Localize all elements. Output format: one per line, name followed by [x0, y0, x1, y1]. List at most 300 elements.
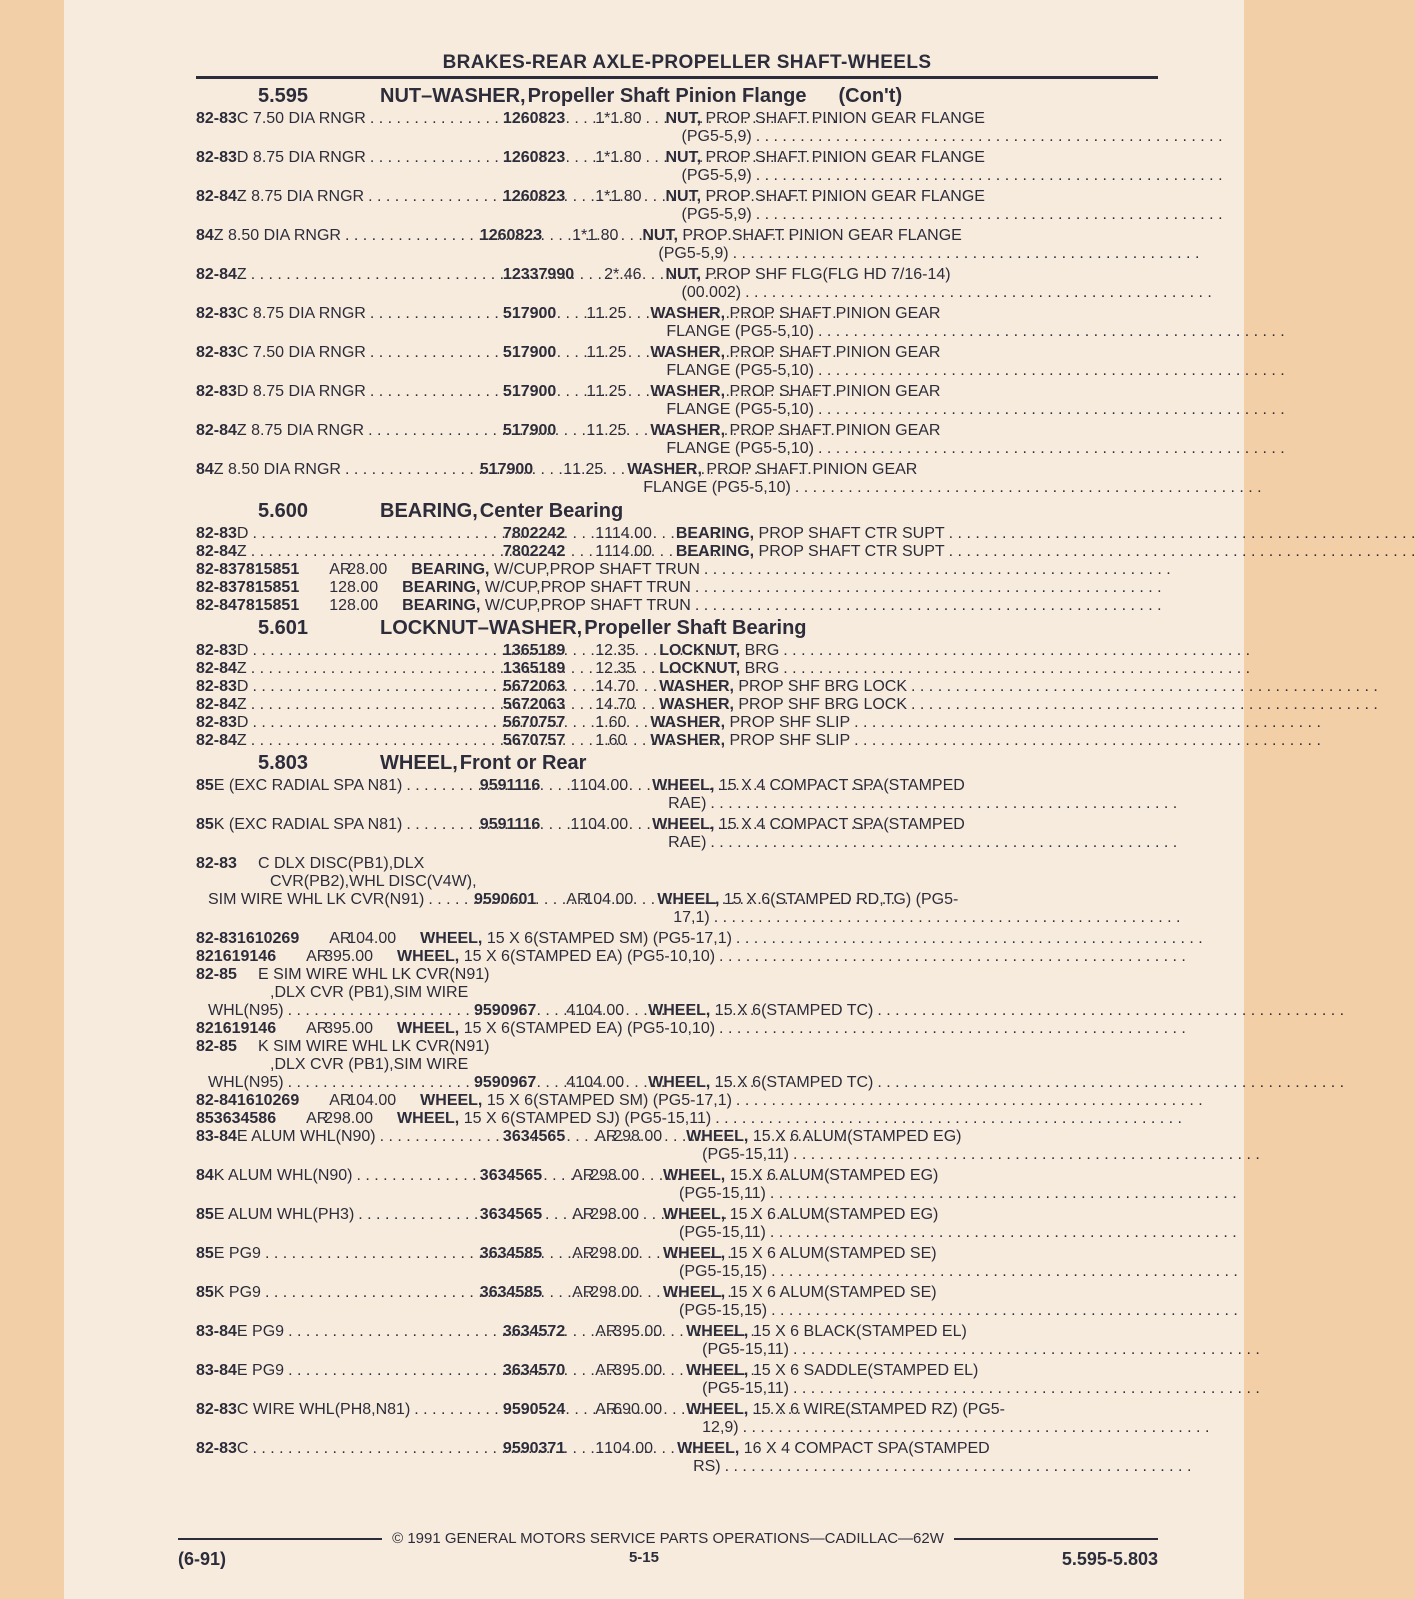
description: [642, 227, 1199, 263]
part-number: 1260823: [502, 188, 566, 205]
price: *1.80: [604, 110, 642, 127]
leader-dots: [752, 167, 1223, 185]
description: [402, 579, 1161, 597]
description-line: [657, 891, 1180, 909]
description-text: 15 X 6(STAMPED EA) (PG5-10,10): [459, 948, 716, 965]
description: [397, 948, 1186, 966]
description-noun: WHEEL,: [420, 930, 483, 947]
part-number: 3634572: [502, 1323, 566, 1340]
section-title: LOCKNUT–WASHER,: [380, 617, 583, 639]
model-years: 85: [196, 1206, 214, 1223]
description-noun: WASHER,: [650, 305, 726, 322]
part-number: 1619146: [213, 948, 277, 965]
description-text: FLANGE (PG5-5,10): [666, 362, 814, 379]
model-years: 82-84: [196, 696, 237, 713]
part-number: 9590601: [474, 891, 537, 908]
part-number: 3634585: [479, 1245, 543, 1262]
leader-dots: [766, 1185, 1237, 1203]
description: [676, 525, 1415, 543]
application-text: E PG9: [213, 1245, 261, 1262]
application-text: CVR(PB2),WHL DISC(V4W),: [270, 873, 477, 890]
model-years: 85: [196, 777, 214, 794]
model-years: 82-84: [196, 266, 237, 283]
application-text: C 8.75 DIA RNGR: [236, 305, 366, 322]
description-line-2: [666, 128, 1223, 146]
section-range: 5.595-5.803: [1061, 1549, 1158, 1569]
model-years: 82-85: [196, 1038, 237, 1055]
quantity: AR: [572, 1206, 595, 1223]
application: [258, 1038, 524, 1056]
description-line: [666, 110, 1223, 128]
model-years: 82: [196, 1020, 214, 1037]
leader-dots: [741, 284, 1212, 302]
description-text: (PG5-5,9): [681, 206, 752, 223]
quantity: AR: [329, 561, 352, 578]
part-number: 1365189: [502, 642, 566, 659]
quantity: 1: [595, 110, 605, 127]
model-years: 82-83: [196, 110, 237, 127]
price: 1.25: [595, 383, 627, 400]
parts-row: [196, 305, 1158, 341]
parts-row: [196, 930, 1158, 948]
description: [666, 110, 1223, 146]
leader-dots: [779, 642, 1250, 660]
price: 298.00: [590, 1206, 640, 1223]
application: [237, 344, 503, 380]
description-noun: WHEEL,: [663, 1167, 726, 1184]
description-text: FLANGE (PG5-5,10): [666, 323, 814, 340]
model-years: 85: [196, 816, 214, 833]
application: [258, 873, 536, 891]
description-text: RS): [693, 1458, 721, 1475]
parts-row: [196, 1245, 1158, 1281]
part-number: 9590967: [474, 1074, 537, 1091]
description-line: [420, 930, 1203, 948]
description: [663, 1245, 1238, 1281]
parts-sections: [196, 85, 1158, 1476]
description-line: [676, 543, 1415, 561]
application: [214, 777, 480, 813]
description-line: [650, 714, 1321, 732]
application: [214, 227, 480, 263]
description-line: [650, 305, 1284, 323]
description-text: PROP SHF SLIP: [725, 732, 851, 749]
description-text: FLANGE (PG5-5,10): [666, 440, 814, 457]
description-line-2: [666, 206, 1223, 224]
copyright-text: © 1991 GENERAL MOTORS SERVICE PARTS OPERATIONS—CADILLAC—62W: [392, 1530, 944, 1547]
parts-row: [196, 732, 1158, 750]
quantity: 1: [595, 543, 605, 560]
description-text: 15 X 6(STAMPED SM) (PG5-17,1): [482, 930, 732, 947]
section-number: 5.600: [258, 500, 309, 522]
description-text: (PG5-15,15): [679, 1302, 768, 1319]
description-noun: WHEEL,: [420, 1092, 483, 1109]
description: [677, 1440, 1191, 1476]
description-line: [666, 188, 1223, 206]
description-line-2: [650, 362, 1284, 380]
quantity: AR: [566, 891, 589, 908]
parts-row: [196, 777, 1158, 813]
application-text: ,DLX CVR (PB1),SIM WIRE: [270, 1056, 469, 1073]
description-noun: WASHER,: [650, 422, 726, 439]
description-noun: WASHER,: [650, 732, 726, 749]
application: [237, 305, 503, 341]
description-line-2: [686, 1380, 1260, 1398]
part-number: 1365189: [502, 660, 566, 677]
parts-row: [196, 266, 1158, 302]
part-number: 5670757: [502, 714, 566, 731]
model-years: 82-83: [196, 642, 237, 659]
leader-dots: [779, 660, 1250, 678]
description-noun: WHEEL,: [652, 777, 715, 794]
description: [659, 696, 1378, 714]
application: [196, 1074, 474, 1092]
description: [666, 188, 1223, 224]
quantity: 1: [595, 188, 605, 205]
price: 104.00: [575, 1074, 625, 1091]
application: [258, 855, 524, 873]
description-text: PROP SHAFT PINION GEAR FLANGE: [701, 149, 985, 166]
application: [214, 1284, 480, 1320]
description-line: [686, 1401, 1209, 1419]
description-text: W/CUP,PROP SHAFT TRUN: [480, 579, 691, 596]
application: [214, 1245, 480, 1281]
price: 4.70: [604, 678, 636, 695]
description-line: [677, 1440, 1191, 1458]
description-line-2: [686, 1419, 1209, 1437]
parts-row: [196, 110, 1158, 146]
part-number: 9591116: [479, 777, 541, 794]
description: [420, 1092, 1203, 1110]
description-noun: WHEEL,: [686, 1401, 749, 1418]
price: 690.00: [613, 1401, 663, 1418]
description-noun: WHEEL,: [648, 1074, 711, 1091]
part-number: 1610269: [236, 1092, 300, 1109]
price: 298.00: [590, 1167, 640, 1184]
description-text: 15 X 6 ALUM(STAMPED SE): [725, 1245, 937, 1262]
model-years: 82-85: [196, 966, 237, 983]
application-text: WHL(N95): [208, 1002, 284, 1019]
application-text: E PG9: [236, 1323, 285, 1340]
description-text: 15 X 6(STAMPED SJ) (PG5-15,11): [459, 1110, 712, 1127]
description-noun: WHEEL,: [677, 1440, 740, 1457]
application-text: C 7.50 DIA RNGR: [236, 344, 366, 361]
parts-row-continuation: [196, 873, 1158, 891]
footer-rule-right: [954, 1538, 1158, 1540]
description-text: FLANGE (PG5-5,10): [666, 401, 814, 418]
part-number: 1260823: [479, 227, 543, 244]
application-text: E ALUM WHL(PH3): [213, 1206, 355, 1223]
description-line: [402, 579, 1161, 597]
parts-row: [196, 525, 1158, 543]
description-text: PROP SHF FLG(FLG HD 7/16-14): [701, 266, 951, 283]
application: [237, 266, 503, 302]
application: [237, 188, 503, 224]
description: [650, 344, 1284, 380]
quantity: 1: [595, 525, 605, 542]
application-text: D 8.75 DIA RNGR: [236, 383, 366, 400]
leader-dots: [711, 1110, 1182, 1128]
price: 2.35: [604, 642, 636, 659]
description-noun: WHEEL,: [397, 1020, 460, 1037]
part-number: 7815851: [236, 579, 300, 596]
parts-row-continuation: [196, 1056, 1158, 1074]
leader-dots: [721, 1458, 1192, 1476]
parts-row: [196, 579, 1158, 597]
application: [258, 984, 536, 1002]
description-text: PROP SHAFT PINION GEAR: [701, 461, 918, 478]
model-years: 82-83: [196, 383, 237, 400]
model-years: 82-84: [196, 597, 237, 614]
description-text: 15 X 6(STAMPED EA) (PG5-10,10): [459, 1020, 716, 1037]
application: [237, 732, 503, 750]
description-noun: NUT,: [665, 110, 702, 127]
description-text: 15 X 6(STAMPED RD,TG) (PG5-: [719, 891, 959, 908]
quantity: 1: [586, 305, 596, 322]
leader-dots: [706, 834, 1177, 852]
model-years: 83-84: [196, 1362, 237, 1379]
part-number: 3634565: [479, 1206, 543, 1223]
leader-dots: [789, 1146, 1260, 1164]
description-line: [648, 1074, 1344, 1092]
application: [258, 966, 524, 984]
model-years: 82-83: [196, 678, 237, 695]
part-number: 9590371: [502, 1440, 566, 1457]
description-line-2: [663, 1185, 1237, 1203]
description-noun: NUT,: [665, 266, 702, 283]
leader-dots: [715, 1020, 1186, 1038]
price: 28.00: [338, 597, 379, 614]
model-years-blank: [196, 873, 258, 891]
section-continued: (Con't): [838, 85, 903, 107]
description-text: FLANGE (PG5-5,10): [643, 479, 791, 496]
parts-row: [196, 1110, 1158, 1128]
quantity: 1: [595, 732, 605, 749]
part-number: 9590524: [502, 1401, 566, 1418]
application-text: K ALUM WHL(N90): [213, 1167, 353, 1184]
parts-row: [196, 1002, 1158, 1020]
part-number: 5670757: [502, 732, 566, 749]
leader-dots: [710, 909, 1181, 927]
description-text: (PG5-5,9): [658, 245, 729, 262]
description-text: 12,9): [702, 1419, 739, 1436]
description-line-2: [666, 167, 1223, 185]
description-text: 15 X 4 COMPACT SPA(STAMPED: [714, 816, 965, 833]
application: [258, 1056, 536, 1074]
description: [650, 732, 1321, 750]
application-text: Z 8.75 DIA RNGR: [236, 188, 365, 205]
description-text: (PG5-15,11): [702, 1380, 790, 1397]
part-number: 3634570: [502, 1362, 566, 1379]
application-text: C: [236, 1440, 249, 1457]
section-subtitle: Propeller Shaft Bearing: [584, 617, 807, 639]
part-number: 517900: [502, 383, 557, 400]
quantity: 4: [566, 1074, 576, 1091]
part-number: 3634586: [213, 1110, 277, 1127]
model-years: 82-84: [196, 422, 237, 439]
application: [237, 714, 503, 732]
price: 4.70: [604, 696, 636, 713]
leader-dots: [814, 323, 1285, 341]
description-noun: WHEEL,: [652, 816, 715, 833]
quantity: 1: [595, 149, 605, 166]
part-number: 3634565: [479, 1167, 543, 1184]
leader-dots: [945, 525, 1415, 543]
application-text: C WIRE WHL(PH8,N81): [236, 1401, 411, 1418]
description-noun: WHEEL,: [663, 1284, 726, 1301]
description: [665, 266, 1211, 302]
application-text: Z 8.75 DIA RNGR: [236, 422, 365, 439]
description-line: [650, 732, 1321, 750]
price: *1.80: [581, 227, 619, 244]
price: 104.00: [579, 777, 629, 794]
description-text: 15 X 6(STAMPED TC): [710, 1002, 874, 1019]
revision-date: (6-91): [178, 1549, 227, 1569]
description-line: [659, 642, 1250, 660]
model-years: 82-83: [196, 579, 237, 596]
application: [237, 383, 503, 419]
parts-row: [196, 1401, 1158, 1437]
part-number: 517900: [502, 344, 557, 361]
section-heading: [196, 617, 1158, 642]
section-subtitle: Propeller Shaft Pinion Flange: [527, 85, 807, 107]
section-title: NUT–WASHER,: [380, 85, 526, 107]
description-noun: WASHER,: [659, 678, 734, 695]
description-text: RAE): [668, 795, 707, 812]
description-text: (00.002): [681, 284, 742, 301]
leader-dots: [752, 206, 1223, 224]
model-years: 82-83: [196, 855, 237, 872]
parts-row: [196, 1092, 1158, 1110]
model-years: 82-84: [196, 732, 237, 749]
parts-row: [196, 642, 1158, 660]
description-line: [659, 660, 1250, 678]
model-years: 82-84: [196, 188, 237, 205]
part-number: 12337990: [502, 266, 575, 283]
page-number: 5-15: [628, 1549, 659, 1566]
leader-dots: [789, 1341, 1260, 1359]
description-noun: WHEEL,: [686, 1128, 749, 1145]
description: [686, 1128, 1260, 1164]
description-text: (PG5-15,11): [679, 1185, 766, 1202]
quantity: 1: [329, 597, 339, 614]
description: [650, 305, 1284, 341]
description-noun: LOCKNUT,: [659, 642, 741, 659]
application-text: WHL(N95): [208, 1074, 284, 1091]
description: [659, 678, 1378, 696]
leader-dots: [767, 1302, 1238, 1320]
description: [659, 642, 1250, 660]
application: [214, 1206, 480, 1242]
price: 395.00: [324, 948, 374, 965]
description-noun: WHEEL,: [397, 948, 460, 965]
price: 298.00: [590, 1245, 640, 1262]
leader-dots: [850, 714, 1321, 732]
description-line-2: [650, 401, 1284, 419]
price: 298.00: [324, 1110, 374, 1127]
description-line-2: [665, 284, 1211, 302]
application-text: Z 8.50 DIA RNGR: [213, 461, 341, 478]
description-line: [397, 1020, 1186, 1038]
description-line: [648, 1002, 1344, 1020]
parts-row: [196, 149, 1158, 185]
application-text: E SIM WIRE WHL LK CVR(N91): [258, 966, 490, 983]
quantity: 1: [570, 816, 580, 833]
description-noun: WHEEL,: [663, 1206, 726, 1223]
model-years: 82-83: [196, 344, 237, 361]
description: [420, 930, 1203, 948]
description-text: (PG5-15,15): [679, 1263, 768, 1280]
parts-row: [196, 422, 1158, 458]
price: 298.00: [590, 1284, 640, 1301]
parts-row: [196, 714, 1158, 732]
leader-dots: [814, 401, 1285, 419]
leader-dots: [791, 479, 1262, 497]
description-noun: BEARING,: [402, 597, 481, 614]
model-years: 82-83: [196, 1401, 237, 1418]
application-text: Z: [236, 266, 247, 283]
description-text: 16 X 4 COMPACT SPA(STAMPED: [739, 1440, 990, 1457]
description-line: [659, 678, 1378, 696]
leader-dots: [907, 678, 1378, 696]
description: [397, 1110, 1182, 1128]
quantity: AR: [595, 1362, 618, 1379]
description-text: RAE): [668, 834, 707, 851]
application: [237, 525, 503, 543]
description: [659, 660, 1250, 678]
parts-row: [196, 1128, 1158, 1164]
application: [237, 678, 503, 696]
parts-row: [196, 597, 1158, 615]
description-line-2: [686, 1341, 1260, 1359]
parts-row: [196, 543, 1158, 561]
description: [652, 816, 1177, 852]
price: 395.00: [613, 1323, 663, 1340]
price: 2.35: [604, 660, 636, 677]
description: [397, 1020, 1186, 1038]
application: [237, 110, 503, 146]
description-text: (PG5-5,9): [681, 128, 752, 145]
application-text: D 8.75 DIA RNGR: [236, 149, 366, 166]
parts-row: [196, 678, 1158, 696]
description-line-2: [652, 795, 1177, 813]
description-text: PROP SHAFT PINION GEAR: [725, 344, 941, 361]
description-text: W/CUP,PROP SHAFT TRUN: [489, 561, 700, 578]
price: 1.25: [595, 422, 627, 439]
description-line: [650, 383, 1284, 401]
description: [650, 422, 1284, 458]
parts-row: [196, 227, 1158, 263]
parts-row: [196, 660, 1158, 678]
leader-dots: [752, 128, 1223, 146]
description-noun: WASHER,: [659, 696, 734, 713]
quantity: AR: [572, 1245, 595, 1262]
description-line: [663, 1245, 1238, 1263]
quantity: 1: [563, 461, 573, 478]
part-number: 5672063: [502, 678, 566, 695]
quantity: 1: [586, 422, 596, 439]
description-line: [665, 266, 1211, 284]
quantity: AR: [306, 948, 329, 965]
description-line-2: [663, 1263, 1238, 1281]
price: 104.00: [347, 1092, 397, 1109]
description-line: [663, 1167, 1237, 1185]
description-line: [650, 422, 1284, 440]
description-noun: WHEEL,: [686, 1323, 749, 1340]
part-number: 1260823: [502, 110, 566, 127]
application-text: E (EXC RADIAL SPA N81): [213, 777, 403, 794]
description-line-2: [677, 1458, 1191, 1476]
